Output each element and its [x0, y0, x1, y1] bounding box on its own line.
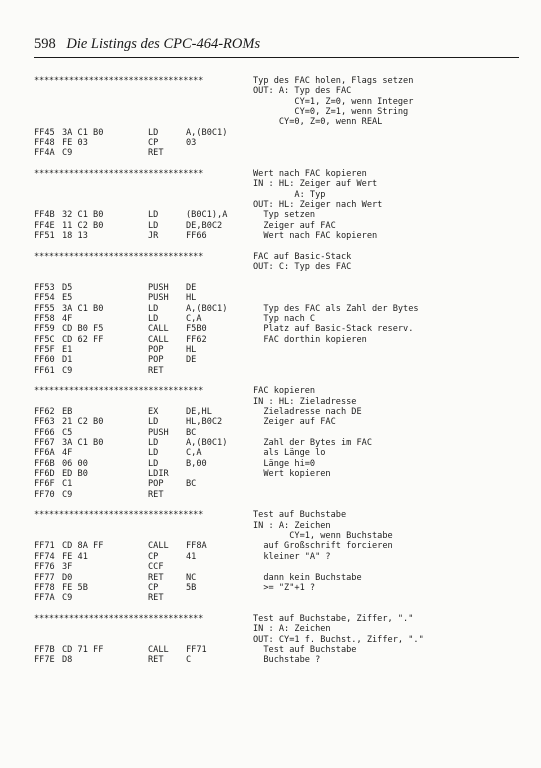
- separator-row: [34, 76, 524, 86]
- hex-bytes: C9: [62, 148, 73, 159]
- operand: 03: [186, 138, 197, 149]
- address: FF74: [34, 551, 55, 562]
- operand: BC: [186, 427, 197, 438]
- page-header: [34, 36, 519, 58]
- mnemonic: POP: [148, 355, 164, 366]
- hex-bytes: D0: [62, 572, 73, 583]
- operand: 5B: [186, 582, 197, 593]
- address: FF5C: [34, 334, 55, 345]
- operand: C: [186, 655, 192, 666]
- mnemonic: LD: [148, 210, 159, 221]
- comment: OUT: A: Typ des FAC: [253, 86, 352, 97]
- operand: 41: [186, 551, 197, 562]
- comment-line: [34, 86, 524, 96]
- code-line: [34, 355, 524, 365]
- hex-bytes: 11 C2 B0: [62, 220, 104, 231]
- address: FF45: [34, 127, 55, 138]
- comment: OUT: C: Typ des FAC: [253, 262, 352, 273]
- address: FF78: [34, 582, 55, 593]
- hex-bytes: 06 00: [62, 458, 88, 469]
- code-line: [34, 293, 524, 303]
- mnemonic: RET: [148, 365, 164, 376]
- mnemonic: CALL: [148, 644, 169, 655]
- comment: dann kein Buchstabe: [253, 572, 362, 583]
- comment: Wert nach FAC kopieren: [253, 231, 378, 242]
- mnemonic: LD: [148, 438, 159, 449]
- hex-bytes: EB: [62, 407, 73, 417]
- hex-bytes: CD 8A FF: [62, 541, 104, 552]
- comment: als Länge lo: [253, 448, 326, 459]
- address: FF66: [34, 427, 55, 438]
- operand: A,(B0C1): [186, 127, 228, 138]
- comment: Zahl der Bytes im FAC: [253, 438, 372, 449]
- address: FF4B: [34, 210, 55, 221]
- comment: kleiner "A" ?: [253, 551, 331, 562]
- separator-row: [34, 614, 524, 624]
- comment-line: [34, 117, 524, 127]
- mnemonic: POP: [148, 479, 164, 490]
- operand: C,A: [186, 313, 202, 324]
- mnemonic: CCF: [148, 562, 164, 573]
- code-line: [34, 407, 524, 417]
- comment: auf Großschrift forcieren: [253, 541, 393, 552]
- separator-stars: **********************************: [34, 76, 204, 86]
- hex-bytes: 21 C2 B0: [62, 417, 104, 428]
- hex-bytes: D8: [62, 655, 73, 666]
- hex-bytes: C5: [62, 427, 73, 438]
- address: FF59: [34, 324, 55, 335]
- mnemonic: CALL: [148, 334, 169, 345]
- mnemonic: CALL: [148, 541, 169, 552]
- comment: Test auf Buchstabe: [253, 644, 357, 655]
- code-line: [34, 490, 524, 500]
- comment-line: [34, 97, 524, 107]
- code-line: [34, 459, 524, 469]
- code-line: [34, 366, 524, 376]
- address: FF4A: [34, 148, 55, 159]
- separator-row: [34, 510, 524, 520]
- mnemonic: POP: [148, 344, 164, 355]
- hex-bytes: 3A C1 B0: [62, 303, 104, 314]
- address: FF76: [34, 562, 55, 573]
- operand: DE: [186, 282, 197, 293]
- hex-bytes: C9: [62, 593, 73, 604]
- hex-bytes: 4F: [62, 313, 73, 324]
- separator-stars: **********************************: [34, 510, 204, 521]
- code-line: [34, 438, 524, 448]
- mnemonic: JR: [148, 231, 159, 242]
- address: FF71: [34, 541, 55, 552]
- code-line: [34, 417, 524, 427]
- address: FF53: [34, 282, 55, 293]
- code-line: [34, 324, 524, 334]
- hex-bytes: 3A C1 B0: [62, 127, 104, 138]
- comment: Zeiger auf FAC: [253, 220, 336, 231]
- comment-line: [34, 635, 524, 645]
- mnemonic: CP: [148, 582, 159, 593]
- comment: Zieladresse nach DE: [253, 407, 362, 417]
- comment: IN : A: Zeichen: [253, 520, 331, 531]
- comment-line: [34, 624, 524, 634]
- address: FF55: [34, 303, 55, 314]
- address: FF7E: [34, 655, 55, 666]
- separator-stars: **********************************: [34, 386, 204, 397]
- page-title: Die Listings des CPC-464-ROMs: [66, 36, 261, 52]
- operand: FF62: [186, 334, 207, 345]
- address: FF54: [34, 293, 55, 304]
- code-line: [34, 593, 524, 603]
- operand: HL: [186, 293, 197, 304]
- code-line: [34, 345, 524, 355]
- address: FF62: [34, 407, 55, 417]
- code-line: [34, 645, 524, 655]
- comment-line: [34, 531, 524, 541]
- address: FF58: [34, 313, 55, 324]
- mnemonic: RET: [148, 572, 164, 583]
- mnemonic: PUSH: [148, 282, 169, 293]
- code-line: [34, 210, 524, 220]
- operand: B,00: [186, 458, 207, 469]
- comment-line: [34, 262, 524, 272]
- address: FF61: [34, 365, 55, 376]
- comment: IN : A: Zeichen: [253, 624, 331, 635]
- code-line: [34, 573, 524, 583]
- comment: Länge hi=0: [253, 458, 316, 469]
- address: FF63: [34, 417, 55, 428]
- operand: A,(B0C1): [186, 438, 228, 449]
- comment: CY=0, Z=1, wenn String: [253, 107, 409, 118]
- mnemonic: RET: [148, 655, 164, 666]
- mnemonic: RET: [148, 148, 164, 159]
- assembly-listing: [34, 76, 524, 666]
- hex-bytes: 32 C1 B0: [62, 210, 104, 221]
- code-line: [34, 283, 524, 293]
- code-line: [34, 231, 524, 241]
- page-number: 598: [34, 36, 56, 52]
- address: FF60: [34, 355, 55, 366]
- address: FF4E: [34, 220, 55, 231]
- operand: DE,HL: [186, 407, 212, 417]
- comment: Platz auf Basic-Stack reserv.: [253, 324, 414, 335]
- address: FF6D: [34, 469, 55, 480]
- code-line: [34, 314, 524, 324]
- separator-stars: **********************************: [34, 251, 204, 262]
- hex-bytes: 18 13: [62, 231, 88, 242]
- comment-line: [34, 190, 524, 200]
- mnemonic: CP: [148, 138, 159, 149]
- comment-line: [34, 604, 524, 614]
- address: FF6F: [34, 479, 55, 490]
- operand: (B0C1),A: [186, 210, 228, 221]
- code-line: [34, 479, 524, 489]
- code-line: [34, 552, 524, 562]
- operand: F5B0: [186, 324, 207, 335]
- hex-bytes: 3F: [62, 562, 73, 573]
- hex-bytes: FE 41: [62, 551, 88, 562]
- comment: IN : HL: Zieladresse: [253, 396, 357, 407]
- address: FF77: [34, 572, 55, 583]
- comment-line: [34, 242, 524, 252]
- mnemonic: LD: [148, 127, 159, 138]
- mnemonic: CP: [148, 551, 159, 562]
- hex-bytes: FE 03: [62, 138, 88, 149]
- comment: IN : HL: Zeiger auf Wert: [253, 179, 378, 190]
- comment: CY=1, wenn Buchstabe: [253, 531, 393, 542]
- hex-bytes: FE 5B: [62, 582, 88, 593]
- code-line: [34, 138, 524, 148]
- separator-stars: **********************************: [34, 169, 204, 180]
- hex-bytes: C1: [62, 479, 73, 490]
- comment: OUT: HL: Zeiger nach Wert: [253, 200, 383, 211]
- mnemonic: LD: [148, 220, 159, 231]
- comment: FAC auf Basic-Stack: [253, 251, 352, 262]
- mnemonic: LD: [148, 417, 159, 428]
- code-line: [34, 655, 524, 665]
- mnemonic: LD: [148, 458, 159, 469]
- code-line: [34, 541, 524, 551]
- mnemonic: LD: [148, 303, 159, 314]
- address: FF48: [34, 138, 55, 149]
- operand: FF66: [186, 231, 207, 242]
- operand: DE: [186, 355, 197, 366]
- code-line: [34, 448, 524, 458]
- address: FF6A: [34, 448, 55, 459]
- address: FF70: [34, 489, 55, 500]
- mnemonic: LDIR: [148, 469, 169, 480]
- mnemonic: LD: [148, 448, 159, 459]
- hex-bytes: 4F: [62, 448, 73, 459]
- operand: A,(B0C1): [186, 303, 228, 314]
- address: FF6B: [34, 458, 55, 469]
- hex-bytes: ED B0: [62, 469, 88, 480]
- comment-line: [34, 200, 524, 210]
- mnemonic: LD: [148, 313, 159, 324]
- comment-line: [34, 500, 524, 510]
- mnemonic: CALL: [148, 324, 169, 335]
- comment-line: [34, 159, 524, 169]
- comment-line: [34, 376, 524, 386]
- address: FF7A: [34, 593, 55, 604]
- operand: NC: [186, 572, 197, 583]
- address: FF5F: [34, 344, 55, 355]
- address: FF51: [34, 231, 55, 242]
- operand: C,A: [186, 448, 202, 459]
- code-line: [34, 335, 524, 345]
- mnemonic: PUSH: [148, 427, 169, 438]
- hex-bytes: E5: [62, 293, 73, 304]
- hex-bytes: CD 71 FF: [62, 644, 104, 655]
- code-line: [34, 128, 524, 138]
- code-line: [34, 304, 524, 314]
- separator-row: [34, 252, 524, 262]
- comment: Zeiger auf FAC: [253, 417, 336, 428]
- comment: CY=0, Z=0, wenn REAL: [253, 117, 383, 128]
- operand: HL,B0C2: [186, 417, 223, 428]
- hex-bytes: C9: [62, 489, 73, 500]
- code-line: [34, 428, 524, 438]
- hex-bytes: CD 62 FF: [62, 334, 104, 345]
- hex-bytes: CD B0 F5: [62, 324, 104, 335]
- comment: Typ des FAC als Zahl der Bytes: [253, 303, 419, 314]
- hex-bytes: D1: [62, 355, 73, 366]
- comment: >= "Z"+1 ?: [253, 582, 316, 593]
- code-line: [34, 469, 524, 479]
- comment: OUT: CY=1 f. Buchst., Ziffer, ".": [253, 634, 424, 645]
- comment: Wert kopieren: [253, 469, 331, 480]
- comment-line: [34, 397, 524, 407]
- code-line: [34, 583, 524, 593]
- operand: FF8A: [186, 541, 207, 552]
- comment: Buchstabe ?: [253, 655, 321, 666]
- comment: CY=1, Z=0, wenn Integer: [253, 96, 414, 107]
- comment: FAC dorthin kopieren: [253, 334, 367, 345]
- address: FF7B: [34, 644, 55, 655]
- operand: FF71: [186, 644, 207, 655]
- operand: DE,B0C2: [186, 220, 223, 231]
- mnemonic: RET: [148, 489, 164, 500]
- comment: Test auf Buchstabe, Ziffer, ".": [253, 613, 414, 624]
- comment-line: [34, 521, 524, 531]
- address: FF67: [34, 438, 55, 449]
- comment-line: [34, 273, 524, 283]
- code-line: [34, 148, 524, 158]
- separator-row: [34, 386, 524, 396]
- comment: Typ setzen: [253, 210, 316, 221]
- comment-line: [34, 179, 524, 189]
- mnemonic: RET: [148, 593, 164, 604]
- code-line: [34, 562, 524, 572]
- hex-bytes: E1: [62, 344, 73, 355]
- comment: FAC kopieren: [253, 386, 316, 397]
- comment-line: [34, 107, 524, 117]
- operand: HL: [186, 344, 197, 355]
- comment: A: Typ: [253, 189, 326, 200]
- code-line: [34, 221, 524, 231]
- operand: BC: [186, 479, 197, 490]
- hex-bytes: C9: [62, 365, 73, 376]
- comment: Typ des FAC holen, Flags setzen: [253, 76, 414, 86]
- separator-row: [34, 169, 524, 179]
- comment: Test auf Buchstabe: [253, 510, 347, 521]
- mnemonic: EX: [148, 407, 159, 417]
- separator-stars: **********************************: [34, 613, 204, 624]
- hex-bytes: 3A C1 B0: [62, 438, 104, 449]
- mnemonic: PUSH: [148, 293, 169, 304]
- comment: Typ nach C: [253, 313, 316, 324]
- hex-bytes: D5: [62, 282, 73, 293]
- comment: Wert nach FAC kopieren: [253, 169, 367, 180]
